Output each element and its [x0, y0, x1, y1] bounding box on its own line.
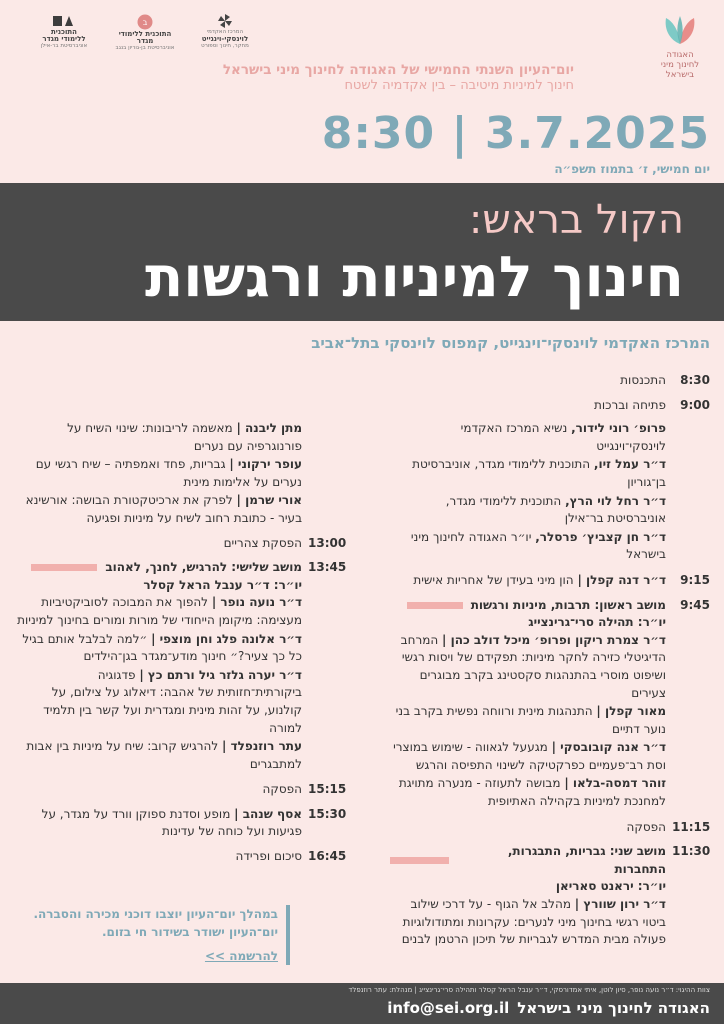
speaker-name: ד״ר חן קצביץ׳ פרסלר,: [535, 529, 666, 544]
speaker-name: מאור קפלן |: [596, 704, 666, 719]
schedule-time: 16:45: [308, 849, 347, 864]
speaker-entry: עופר ירקוני | גבריות, פחד ואמפתיה – שיח רגשי עם נערים על אלימות מינית: [35, 457, 302, 489]
banner-headline: חינוך למיניות ורגשות: [144, 245, 684, 310]
event-day: יום חמישי, ז׳ בתמוז תשפ״ה: [554, 162, 710, 176]
footer: [0, 983, 724, 1024]
speaker-entry: פרופ׳ רוני לידור, נשיא המרכז האקדמי לוינסקי־וינגייט: [460, 421, 666, 453]
schedule-row: [390, 372, 710, 390]
session-block: [390, 843, 666, 950]
speaker-name: ד״ר נועה נופר |: [211, 595, 302, 610]
session-chair: יו״ר: תהילה סרי־גרינצייג: [528, 615, 666, 630]
schedule-time: 8:30: [680, 373, 710, 387]
schedule-time: 9:45: [680, 597, 710, 612]
event-title-line2: חינוך למיניות מיטיבה – בין אקדמיה לשטח: [344, 78, 574, 93]
event-datetime: 8:30 | 3.7.2025: [321, 108, 710, 159]
footer-org: [387, 999, 710, 1017]
bar-ilan-mark-icon: [53, 14, 75, 28]
speaker-name: ד״ר עמל זיו,: [593, 457, 666, 472]
org-logo-text: האגודה לחינוך מיני בישראל: [660, 50, 700, 80]
speaker-entry: ד״ר אנה קובובסקי | מגעעל לגאווה - שימוש במוצרי וסת רב־פעמיים כפרקטיקה לשינוי התפיסה והרגש: [393, 740, 666, 772]
schedule-row: [390, 572, 710, 590]
schedule-row: [16, 781, 346, 799]
footer-email[interactable]: info@sei.org.il: [387, 999, 510, 1017]
schedule-item: סיכום ופרידה: [235, 849, 302, 864]
register-link[interactable]: להרשמה >>: [204, 949, 278, 963]
schedule-time: 13:45: [308, 560, 347, 575]
event-title: [223, 62, 574, 94]
speaker-name: אורי שרמן |: [236, 493, 302, 508]
schedule-time: 13:00: [308, 535, 347, 550]
speaker-name: ד״ר רחל לוי הרץ,: [565, 493, 666, 508]
speaker-name: ד״ר יערה גלזר גיל ורתם כץ |: [139, 667, 302, 682]
schedule-row: [16, 535, 346, 553]
headline-banner: [0, 183, 724, 321]
session-title: מושב שני: גבריות, התבגרות, התחברות: [390, 843, 666, 878]
callout-line1: במהלך יום־העיון יוצבו דוכני מכירה והסברה.: [33, 907, 278, 921]
speaker-entry: ד״ר עמל זיו, התוכנית ללימודי מגדר, אוניברסיטת בן־גוריון: [412, 457, 666, 489]
partner-logo-bgu: ב התוכנית ללימודי מגדר אוניברסיטת בן-גוריון בנגב: [110, 14, 180, 52]
schedule-time: 11:15: [672, 819, 711, 834]
speaker-name: עופר ירקוני |: [229, 457, 302, 472]
session-continued: [16, 420, 346, 528]
session-block: [16, 559, 302, 774]
session-chair: יו״ר: ד״ר ענבל הראל קסלר: [143, 577, 302, 592]
schedule-time: 9:15: [680, 572, 710, 587]
speaker-entry: זוהר דמסה-בלאו | מבושה לתעוזה - מנערה מתויגת למחנכת למיניות בקהילה האתיופית: [398, 776, 666, 809]
partner-logo-biu: התוכנית ללימודי מגדר אוניברסיטת בר-אילן: [24, 14, 104, 50]
speaker-entry: ד״ר צמרת ריקון ופרופ׳ מיכל דולב כהן | המרחב הדיגיטלי כזירה לחקר מיניות: תפקידם של ויסות רגשי ושיפוט מוסרי בהתנהגות סקסטינג בקרב מבוגרים צעירים: [400, 632, 666, 700]
speaker-entry: ד״ר נועה נופר | להפוך את המבוכה לסוביקטיביות מעצימה: מיקומן הייחודי של מורות ומורים בחינוך למיניות: [17, 595, 302, 627]
session-accent-bar: [407, 602, 463, 609]
schedule-row: [16, 806, 346, 841]
speaker-name: עתר רוזנפלד |: [222, 739, 302, 754]
speaker-entry: ד״ר אלונה פלג וחן מוצפי | ״למה לבלבל אותם בגיל כל כך צעיר?״ חינוך מודע־מגדר בגן־הילדים: [22, 631, 302, 664]
footer-org-name: האגודה לחינוך מיני בישראל: [517, 999, 710, 1017]
svg-text:ב: ב: [142, 18, 148, 27]
schedule-item: הפסקת צהריים: [223, 535, 302, 550]
session-accent-bar: [31, 564, 97, 571]
schedule-column-left: [16, 420, 346, 873]
partner-logos: [24, 14, 264, 54]
speaker-name: זוהר דמסה-בלאו |: [564, 776, 666, 791]
schedule-item: אסף שנהב | מופע וסדנת ספוקן וורד על מגדר, על פגיעות ועל כוחה של עדינות: [41, 806, 302, 839]
schedule-item: פתיחה וברכות פרופ׳ רוני לידור, נשיא המרכז האקדמי לוינסקי־וינגייט ד״ר עמל זיו, התוכנית ללימודי מגדר, אוניברסיטת בן־גוריון ד״ר רחל לוי הרץ, התוכנית ללימודי מגדר, אוניברסיטת בר־אילן ד״ר חן קצביץ׳ פרסלר, יו״ר האגודה לחינוך מיני בישראל: [390, 397, 666, 565]
session-accent-bar: [390, 857, 449, 864]
event-title-line1: יום־העיון השנתי החמישי של האגודה לחינוך מיני בישראל: [222, 62, 574, 78]
speaker-entry: ד״ר ירון שוורץ | מהלב אל הגוף - על דרכי שילוב ביטוי רגשי בחינוך מיני לנערים: עקרונות ומתודולוגיות פעולה מבית המדרש לגבריות של תיכון הרטמן לבנים: [401, 897, 666, 947]
schedule-time: 9:00: [680, 397, 710, 412]
venue: המרכז האקדמי לוינסקי־וינגייט, קמפוס לוינסקי בתל־אביב: [311, 334, 710, 352]
session-title: מושב שלישי: להרגיש, לחנך, לאהוב: [31, 559, 302, 577]
speaker-name: אסף שנהב |: [234, 806, 302, 821]
schedule-item: ד״ר דנה קפלן | הון מיני בעידן של אחריות אישית: [413, 572, 666, 587]
leaf-logo-icon: [660, 14, 700, 48]
schedule-time: 15:15: [308, 782, 347, 797]
org-logo: [650, 14, 710, 80]
partner-logo-levinsky: המרכז האקדמי לוינסקי-וינגייט מחקר, חינוך וספורט: [186, 14, 264, 50]
speaker-name: ד״ר צמרת ריקון ופרופ׳ מיכל דולב כהן |: [442, 632, 666, 647]
speaker-name: פרופ׳ רוני לידור,: [571, 421, 666, 436]
pinwheel-icon: [218, 14, 232, 28]
schedule-column-right: [390, 372, 710, 957]
speaker-entry: מאור קפלן | התנהגות מינית ורווחה נפשית בקרב בני נוער דתיים: [395, 704, 666, 736]
speaker-name: ד״ר דנה קפלן |: [577, 572, 666, 587]
speaker-name: מתן ליבנה |: [236, 421, 302, 435]
info-callout: [26, 905, 290, 965]
session-block: [390, 597, 666, 812]
speaker-entry: אורי שרמן | לפרק את ארכיטקטורת הבושה: אורשינא בעיר - כתובת רחוב לשיח על מיניות ופגיעה: [25, 493, 302, 525]
speaker-entry: מתן ליבנה | מאשמה לריבונות: שינוי השיח על פורנוגרפיה עם נערים: [67, 421, 302, 453]
speaker-name: ד״ר אלונה פלג וחן מוצפי |: [151, 631, 302, 646]
session-chair: יו״ר: יראנט סאריאן: [555, 879, 666, 894]
schedule-time: 15:30: [308, 806, 347, 821]
banner-kicker: הקול בראש:: [468, 197, 684, 243]
schedule-row: [16, 559, 346, 774]
schedule-item: התכנסות: [620, 373, 666, 387]
session-title: מושב ראשון: תרבות, מיניות ורגשות: [407, 597, 666, 615]
schedule-row: [390, 597, 710, 812]
schedule-row: [390, 843, 710, 950]
speaker-name: ד״ר אנה קובובסקי |: [551, 740, 666, 755]
schedule-item: הפסקה: [262, 782, 302, 797]
schedule-row: [390, 397, 710, 565]
speaker-entry: ד״ר יערה גלזר גיל ורתם כץ | פדגוגיה ביקורתית־חזותית של אהבה: דיאלוג על צילום, על קולנוע, על זהות מינית ומגדרית ועל קשר בין תלמיד למורה: [43, 667, 302, 735]
speaker-entry: עתר רוזנפלד | להרגיש קרוב: שיח על מיניות בין אבות למתבגרים: [26, 739, 302, 771]
schedule-item: הפסקה: [626, 819, 666, 834]
header: [0, 0, 724, 110]
speaker-entry: ד״ר חן קצביץ׳ פרסלר, יו״ר האגודה לחינוך מיני בישראל: [410, 529, 666, 562]
emblem-icon: [137, 14, 153, 30]
greetings-list: [390, 420, 666, 564]
schedule-row: [16, 848, 346, 866]
speaker-entry: ד״ר רחל לוי הרץ, התוכנית ללימודי מגדר, אוניברסיטת בר־אילן: [445, 493, 666, 526]
speaker-name: ד״ר ירון שוורץ |: [574, 897, 666, 912]
schedule-time: 11:30: [672, 844, 711, 859]
callout-line2: יום־העיון ישודר בשידור חי בזום.: [101, 925, 278, 939]
schedule-row: [390, 819, 710, 837]
footer-staff: צוות ההיגוי: ד״ר נועה נופר, סיון לוטן, איתי אמדורסקי, ד״ר ענבל הראל קסלר ותהילה סרי־גרינצייג | מנהלת: עתר רוזנפלד: [348, 986, 710, 994]
